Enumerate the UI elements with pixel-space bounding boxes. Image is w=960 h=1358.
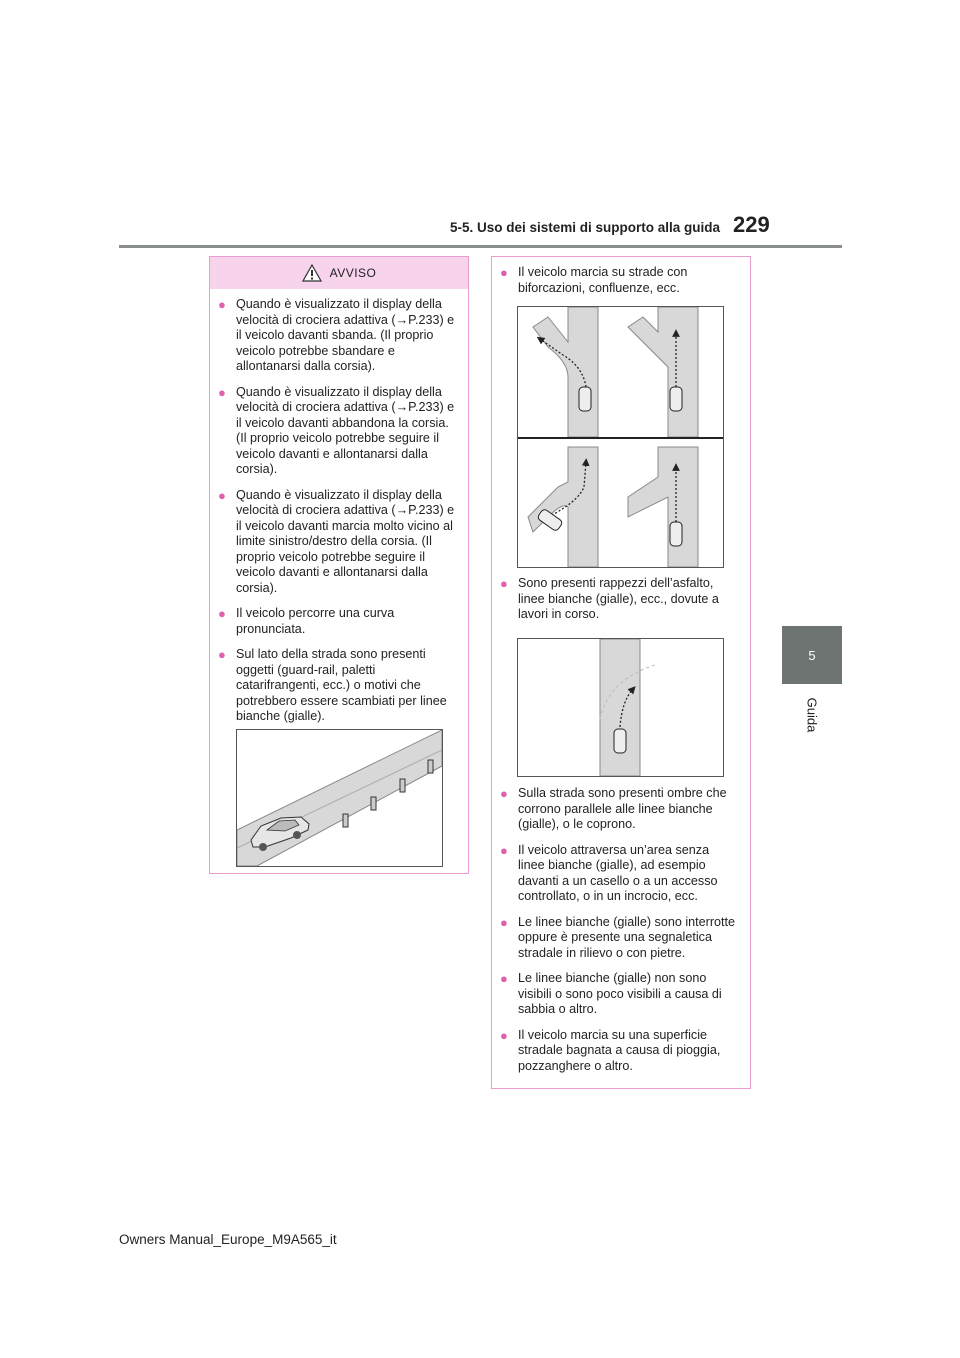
bullet-dot-icon: ● [500, 265, 508, 280]
list-item-text: Il veicolo marcia su strade con biforcazioni, confluenze, ecc. [518, 265, 688, 295]
list-item [214, 488, 456, 597]
bullet-dot-icon: ● [218, 647, 226, 662]
warning-title: AVVISO [329, 266, 377, 280]
list-item [496, 265, 738, 296]
list-item [496, 576, 736, 623]
list-item-text: Quando è visualizzato il display della velocità di crociera adattiva (→P.233) e il veicolo davanti marcia molto vicino al limite sinistro/destro della corsia. (Il proprio veicolo potrebbe seguire il veicolo davanti e allontanarsi dalla corsia). [236, 487, 455, 595]
bullet-dot-icon: ● [218, 384, 226, 400]
chapter-label: Guida [804, 697, 820, 733]
conditions-list-bottom [496, 786, 736, 1084]
list-item-text: Il veicolo attraversa un’area senza linee bianche (gialle), ad esempio davanti a un casello o a un accesso controllato, o in un incrocio, ecc. [518, 842, 718, 903]
list-item [214, 606, 456, 637]
header-divider [119, 245, 842, 248]
bullet-dot-icon: ● [218, 297, 226, 312]
warning-list [210, 289, 468, 725]
guardrail-illustration [236, 729, 443, 867]
bullet-dot-icon: ● [500, 914, 508, 930]
list-item-text: Sulla strada sono presenti ombre che corrono parallele alle linee bianche (gialle), o le coprono. [518, 786, 727, 831]
chapter-label-container [782, 690, 842, 740]
page-number: 229 [733, 212, 770, 237]
warning-triangle-icon [302, 264, 322, 282]
list-item-text: Sono presenti rappezzi dell’asfalto, linee bianche (gialle), ecc., dovute a lavori in corso. [518, 576, 719, 621]
list-item-text: Le linee bianche (gialle) non sono visibili o sono poco visibili a causa di sabbia o altro. [518, 971, 722, 1016]
list-item-text: Il veicolo marcia su una superficie stradale bagnata a causa di pioggia, pozzanghere o altro. [518, 1027, 721, 1073]
list-item [496, 786, 736, 833]
bullet-dot-icon: ● [500, 1027, 508, 1043]
bullet-dot-icon: ● [218, 606, 226, 621]
warning-header [210, 257, 468, 289]
list-item [496, 915, 736, 962]
list-item-text: Le linee bianche (gialle) sono interrotte oppure è presente una segnaletica stradale in rilievo o con pietre. [518, 914, 736, 960]
bullet-dot-icon: ● [500, 842, 508, 858]
bullet-dot-icon: ● [500, 576, 508, 591]
list-item [496, 1028, 736, 1075]
bullet-dot-icon: ● [218, 487, 226, 503]
list-item-text: Quando è visualizzato il display della velocità di crociera adattiva (→P.233) e il veicolo davanti abbandona la corsia. (Il proprio veicolo potrebbe seguire il veicolo davanti e allontanarsi dalla corsia). [236, 384, 455, 476]
repairs-item-container [496, 576, 736, 633]
branch-merge-illustration [517, 306, 724, 568]
bullet-dot-icon: ● [500, 786, 508, 801]
footer-text: Owners Manual_Europe_M9A565_it [119, 1232, 337, 1247]
chapter-tab [782, 626, 842, 684]
guardrail-drawing [237, 730, 442, 866]
road-repair-illustration [517, 638, 724, 777]
list-item-text: Quando è visualizzato il display della velocità di crociera adattiva (→P.233) e il veicolo davanti sbanda. (Il proprio veicolo potrebbe sbandare e allontanarsi dalla corsia). [236, 297, 455, 373]
section-title: 5-5. Uso dei sistemi di supporto alla guida [450, 220, 721, 235]
list-item [214, 297, 456, 375]
list-item-text: Il veicolo percorre una curva pronunciata. [236, 606, 395, 636]
list-item [214, 647, 456, 725]
road-repair-drawing [518, 639, 723, 776]
conditions-list-top [492, 257, 750, 296]
list-item [496, 971, 736, 1018]
list-item [214, 385, 456, 478]
chapter-number: 5 [808, 647, 816, 663]
bullet-dot-icon: ● [500, 971, 508, 986]
branch-merge-drawing [518, 307, 723, 567]
list-item [496, 843, 736, 905]
list-item-text: Sul lato della strada sono presenti oggetti (guard-rail, paletti catarifrangenti, ecc.) o motivi che potrebbero essere scambiati per linee bianche (gialle). [236, 647, 447, 723]
